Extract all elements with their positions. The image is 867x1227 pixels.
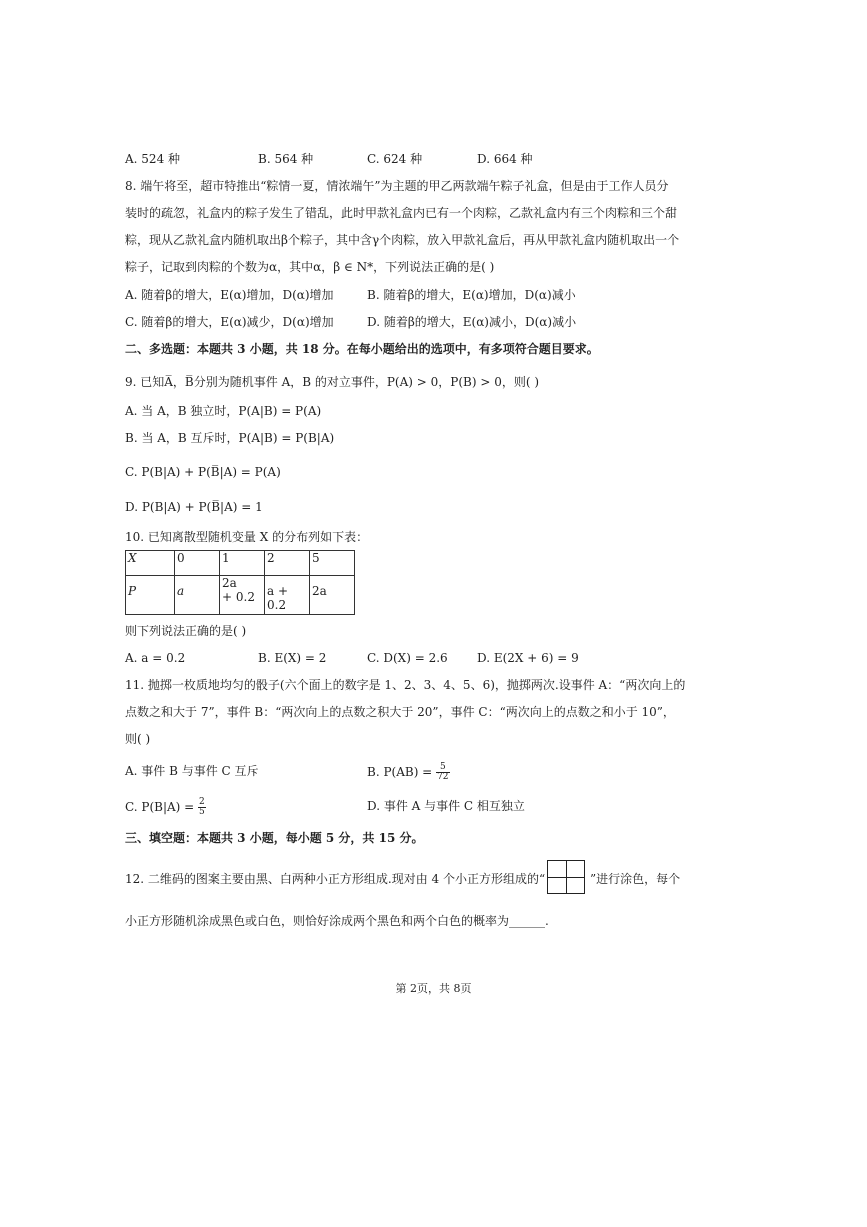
q7-option-b: B. 564 种 bbox=[258, 152, 314, 166]
q12-stem-line-1b: ”进行涂色，每个 bbox=[590, 872, 681, 886]
table-cell: 2 bbox=[265, 551, 310, 576]
q8-option-d: D. 随着β的增大，E(α)减小，D(α)减小 bbox=[367, 315, 577, 329]
q8-stem-line-1: 8. 端午将至，超市特推出“粽情一夏，情浓端午”为主题的甲乙两款端午粽子礼盒，但是由于工作人员分 bbox=[125, 179, 669, 193]
q8-stem-line-3: 粽，现从乙款礼盒内随机取出β个粽子，其中含γ个肉粽，放入甲款礼盒后，再从甲款礼盒内随机取出一个 bbox=[125, 233, 680, 247]
q7-option-d: D. 664 种 bbox=[477, 152, 533, 166]
q11-stem-line-3: 则( ) bbox=[125, 732, 151, 746]
q11-option-b bbox=[367, 763, 450, 782]
q8-option-b: B. 随着β的增大，E(α)增加，D(α)减小 bbox=[367, 288, 576, 302]
q11-option-d: D. 事件 A 与事件 C 相互独立 bbox=[367, 799, 525, 813]
q10-option-c: C. D(X) = 2.6 bbox=[367, 651, 448, 665]
section-3-heading: 三、填空题：本题共 3 小题，每小题 5 分，共 15 分。 bbox=[125, 831, 424, 845]
q10-stem: 10. 已知离散型随机变量 X 的分布列如下表： bbox=[125, 530, 369, 544]
q9-option-b: B. 当 A，B 互斥时，P(A|B) = P(B|A) bbox=[125, 431, 335, 445]
q10-ask: 则下列说法正确的是( ) bbox=[125, 624, 247, 638]
page-footer: 第 2页，共 8页 bbox=[395, 982, 472, 995]
table-cell-line: + 0.2 bbox=[222, 590, 255, 604]
fraction bbox=[436, 763, 449, 782]
table-cell: 2a bbox=[310, 576, 355, 615]
q9-option-a: A. 当 A，B 独立时，P(A|B) = P(A) bbox=[125, 404, 322, 418]
fraction-denominator: 72 bbox=[437, 772, 449, 782]
table-cell: P bbox=[126, 576, 175, 615]
table-row bbox=[126, 551, 355, 576]
table-cell: a bbox=[175, 576, 220, 615]
q11-stem-line-1: 11. 抛掷一枚质地均匀的骰子(六个面上的数字是 1、2、3、4、5、6)，抛掷两次.设事件 A：“两次向上的 bbox=[125, 678, 686, 692]
q12-stem-line-1a: 12. 二维码的图案主要由黑、白两种小正方形组成.现对由 4 个小正方形组成的“ bbox=[125, 872, 546, 886]
table-cell: X bbox=[126, 551, 175, 576]
table-cell: 1 bbox=[220, 551, 265, 576]
section-2-heading: 二、多选题：本题共 3 小题，共 18 分。在每小题给出的选项中，有多项符合题目要求。 bbox=[125, 342, 599, 356]
q11-option-b-prefix: B. P(AB) = bbox=[367, 765, 433, 779]
q9-option-d: D. P(B|A) + P(B̅|A) = 1 bbox=[125, 500, 263, 514]
q11-option-a: A. 事件 B 与事件 C 互斥 bbox=[125, 764, 259, 778]
table-cell-line: 2a bbox=[222, 576, 237, 590]
q10-option-b: B. E(X) = 2 bbox=[258, 651, 327, 665]
q7-option-c: C. 624 种 bbox=[367, 152, 423, 166]
fraction-denominator: 5 bbox=[199, 807, 205, 817]
fraction-numerator: 5 bbox=[436, 763, 449, 773]
q9-stem: 9. 已知A̅，B̅分别为随机事件 A，B 的对立事件，P(A) > 0，P(B) > 0，则( ) bbox=[125, 375, 540, 389]
q12-stem-line-2: 小正方形随机涂成黑色或白色，则恰好涂成两个黑色和两个白色的概率为______. bbox=[125, 914, 549, 928]
q8-stem-line-2: 装时的疏忽，礼盒内的粽子发生了错乱，此时甲款礼盒内已有一个肉粽，乙款礼盒内有三个肉粽和三个甜 bbox=[125, 206, 678, 220]
table-cell: 0 bbox=[175, 551, 220, 576]
fraction bbox=[198, 798, 206, 817]
q10-option-a: A. a = 0.2 bbox=[125, 651, 186, 665]
q9-option-c: C. P(B|A) + P(B̅|A) = P(A) bbox=[125, 465, 281, 479]
table-cell: 5 bbox=[310, 551, 355, 576]
q7-option-a: A. 524 种 bbox=[125, 152, 181, 166]
q10-option-d: D. E(2X + 6) = 9 bbox=[477, 651, 579, 665]
table-cell: a + 0.2 bbox=[265, 576, 310, 615]
two-by-two-grid-icon bbox=[547, 860, 585, 894]
q8-option-a: A. 随着β的增大，E(α)增加，D(α)增加 bbox=[125, 288, 334, 302]
fraction-numerator: 2 bbox=[199, 797, 205, 807]
q8-option-c: C. 随着β的增大，E(α)减少，D(α)增加 bbox=[125, 315, 334, 329]
distribution-table bbox=[125, 550, 355, 615]
q11-option-c bbox=[125, 798, 206, 817]
table-row bbox=[126, 576, 355, 615]
table-cell bbox=[220, 576, 265, 615]
q11-option-c-prefix: C. P(B|A) = bbox=[125, 800, 195, 814]
q11-stem-line-2: 点数之和大于 7”，事件 B：“两次向上的点数之积大于 20”，事件 C：“两次向上的点数之和小于 10”， bbox=[125, 705, 675, 719]
q8-stem-line-4: 粽子，记取到肉粽的个数为α，其中α，β ∈ N*，下列说法正确的是( ) bbox=[125, 260, 495, 274]
